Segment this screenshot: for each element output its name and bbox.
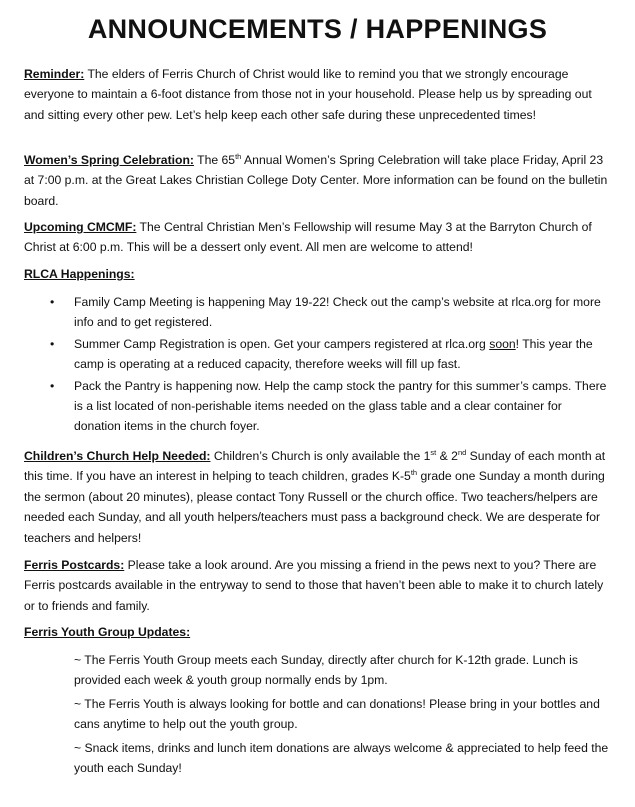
rlca-item-2-soon: soon	[489, 336, 516, 351]
rlca-item-2b: ! This year the camp is operating at a reduced capacity, therefore weeks will fill up fast.	[74, 336, 593, 372]
cmcmf-paragraph	[24, 217, 612, 258]
childrens-sup-2: nd	[457, 447, 467, 457]
list-item	[50, 376, 610, 437]
youth-item-3: ~ Snack items, drinks and lunch item donations are always welcome & appreciated to help feed the youth each Sunday!	[74, 741, 609, 776]
list-item	[50, 334, 610, 375]
womens-celebration-paragraph	[24, 150, 612, 211]
youth-item-1: ~ The Ferris Youth Group meets each Sunday, directly after church for K-12th grade. Lunch is provided each week & youth group normally ends by 1pm.	[74, 653, 578, 688]
youth-item-2: ~ The Ferris Youth is always looking for bottle and can donations! Please bring in your bottles and cans anytime to help out the youth group.	[74, 697, 600, 732]
childrens-church-heading: Children’s Church Help Needed:	[24, 449, 211, 463]
rlca-item-3: Pack the Pantry is happening now. Help the camp stock the pantry for this summer’s camps. There is a list located of non-perishable items needed on the glass table and a clear container for donation items in the church foyer.	[74, 378, 607, 434]
postcards-paragraph	[24, 555, 612, 616]
cmcmf-heading: Upcoming CMCMF:	[24, 220, 137, 234]
childrens-body-d: grade one Sunday a month during the sermon (about 20 minutes), please contact Tony Russell or the church office. Two teachers/helpers are needed each Sunday, and all youth helpers/teachers must pass a background check. We are desperate for teachers and helpers!	[24, 469, 605, 545]
bullet-icon: •	[50, 378, 55, 393]
rlca-heading-line	[24, 264, 612, 284]
childrens-sup-3: th	[410, 468, 418, 478]
childrens-church-paragraph	[24, 446, 612, 548]
womens-body-a: The 65	[193, 153, 236, 167]
childrens-body-c: Sunday of each month at this time. If you have an interest in helping to teach children, grades K-5	[24, 449, 606, 484]
reminder-heading: Reminder:	[24, 67, 85, 81]
rlca-list	[50, 292, 610, 438]
womens-sup: th	[235, 151, 242, 161]
page-title: ANNOUNCEMENTS / HAPPENINGS	[87, 14, 548, 44]
rlca-item-2a: Summer Camp Registration is open. Get your campers registered at rlca.org	[74, 336, 490, 351]
childrens-sup-1: st	[430, 447, 437, 457]
childrens-body-a: Children’s Church is only available the 1	[210, 449, 431, 463]
cmcmf-body: The Central Christian Men’s Fellowship will resume May 3 at the Barryton Church of Christ at 6:00 p.m. This will be a dessert only event. All men are welcome to attend!	[24, 220, 592, 255]
rlca-heading: RLCA Happenings:	[24, 267, 135, 281]
postcards-body: Please take a look around. Are you missing a friend in the pews next to you? There are Ferris postcards available in the entryway to send to those that haven’t been able to make it to church lately or to friends and family.	[24, 558, 604, 613]
postcards-heading: Ferris Postcards:	[24, 558, 125, 572]
rlca-item-1: Family Camp Meeting is happening May 19-22! Check out the camp’s website at rlca.org for more info and to get registered.	[74, 295, 601, 330]
womens-celebration-heading: Women’s Spring Celebration:	[24, 153, 194, 167]
list-item	[50, 292, 610, 333]
youth-heading-line	[24, 622, 612, 642]
bullet-icon: •	[50, 295, 55, 309]
reminder-paragraph	[24, 64, 612, 125]
reminder-body: The elders of Ferris Church of Christ would like to remind you that we strongly encourage everyone to maintain a 6-foot distance from those not in your household. Please help us by spreading out and sitting every other pew. Let’s help keep each other safe during these unprecedented times!	[24, 67, 592, 122]
womens-body-b: Annual Women’s Spring Celebration will take place Friday, April 23 at 7:00 p.m. at the Great Lakes Christian College Doty Center. More information can be found on the bulletin board.	[24, 153, 608, 208]
childrens-body-b: & 2	[436, 449, 458, 463]
youth-heading: Ferris Youth Group Updates:	[24, 625, 191, 639]
bullet-icon: •	[50, 336, 55, 351]
